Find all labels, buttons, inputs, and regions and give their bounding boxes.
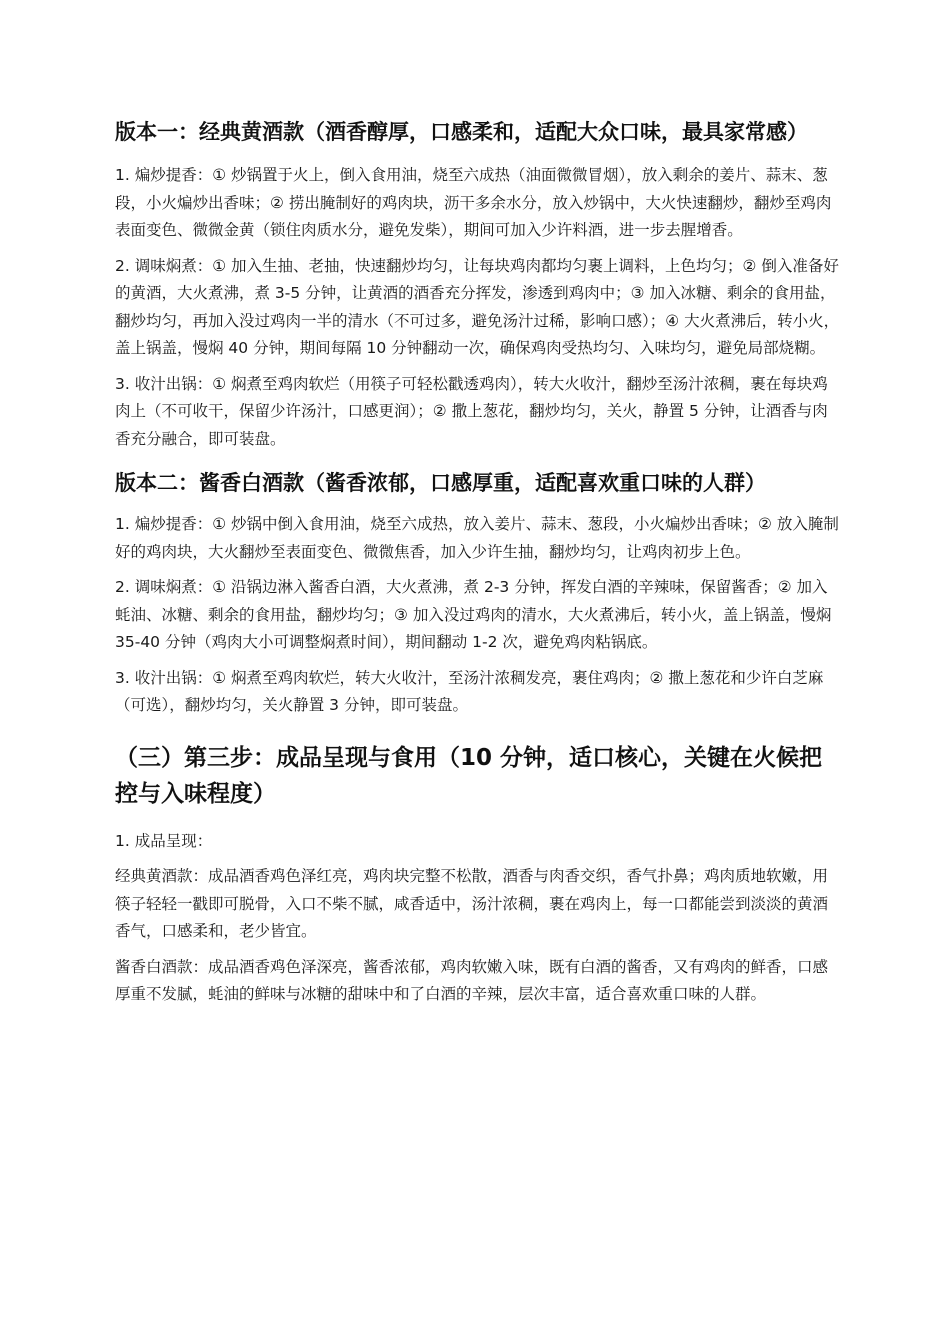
version-one-heading: 版本一：经典黄酒款（酒香醇厚，口感柔和，适配大众口味，最具家常感） xyxy=(115,120,808,144)
version-two-step-2: 2. 调味焖煮：① 沿锅边淋入酱香白酒，大火煮沸，煮 2-3 分钟，挥发白酒的辛辣味，保留酱香；② 加入蚝油、冰糖、剩余的食用盐，翻炒均匀；③ 加入没过鸡肉的清水，大火煮沸后，转小火，盖上锅盖，慢焖 35-40 分钟（鸡肉大小可调整焖煮时间），期间翻动 1-2 次，避免鸡肉粘锅底。 xyxy=(115,578,832,651)
version-two-step-3: 3. 收汁出锅：① 焖煮至鸡肉软烂，转大火收汁，至汤汁浓稠发亮，裹住鸡肉；② 撒上葱花和少许白芝麻（可选），翻炒均匀，关火静置 3 分钟，即可装盘。 xyxy=(115,668,824,714)
version-two-step-1: 1. 煸炒提香：① 炒锅中倒入食用油，烧至六成热，放入姜片、蒜末、葱段，小火煸炒出香味；② 放入腌制好的鸡肉块，大火翻炒至表面变色、微微焦香，加入少许生抽，翻炒均匀，让鸡肉初步上色。 xyxy=(115,515,839,561)
section-three-paragraph-1: 经典黄酒款：成品酒香鸡色泽红亮，鸡肉块完整不松散，酒香与肉香交织，香气扑鼻；鸡肉质地软嫩，用筷子轻轻一戳即可脱骨，入口不柴不腻，咸香适中，汤汁浓稠，裹在鸡肉上，每一口都能尝到淡淡的黄酒香气，口感柔和，老少皆宜。 xyxy=(115,867,829,940)
section-three-intro: 1. 成品呈现： xyxy=(115,831,213,850)
version-one-step-2: 2. 调味焖煮：① 加入生抽、老抽，快速翻炒均匀，让每块鸡肉都均匀裹上调料，上色均匀；② 倒入准备好的黄酒，大火煮沸，煮 3-5 分钟，让黄酒的酒香充分挥发，渗透到鸡肉中；③ 加入冰糖、剩余的食用盐，翻炒均匀，再加入没过鸡肉一半的清水（不可过多，避免汤汁过稀，影响口感）；④ 大火煮沸后，转小火，盖上锅盖，慢焖 40 分钟，期间每隔 10 分钟翻动一次，确保鸡肉受热均匀、入味均匀，避免局部烧糊。 xyxy=(115,256,840,357)
document-page xyxy=(115,116,843,1009)
section-three-heading: （三）第三步：成品呈现与食用（10 分钟，适口核心，关键在火候把控与入味程度） xyxy=(115,744,823,807)
section-three-paragraph-2: 酱香白酒款：成品酒香鸡色泽深亮，酱香浓郁，鸡肉软嫩入味，既有白酒的酱香，又有鸡肉的鲜香，口感厚重不发腻，蚝油的鲜味与冰糖的甜味中和了白酒的辛辣，层次丰富，适合喜欢重口味的人群。 xyxy=(115,957,829,1003)
version-one-step-1: 1. 煸炒提香：① 炒锅置于火上，倒入食用油，烧至六成热（油面微微冒烟），放入剩余的姜片、蒜末、葱段，小火煸炒出香味；② 捞出腌制好的鸡肉块，沥干多余水分，放入炒锅中，大火快速翻炒，翻炒至鸡肉表面变色、微微金黄（锁住肉质水分，避免发柴），期间可加入少许料酒，进一步去腥增香。 xyxy=(115,166,832,239)
version-one-step-3: 3. 收汁出锅：① 焖煮至鸡肉软烂（用筷子可轻松戳透鸡肉），转大火收汁，翻炒至汤汁浓稠，裹在每块鸡肉上（不可收干，保留少许汤汁，口感更润）；② 撒上葱花，翻炒均匀，关火，静置 5 分钟，让酒香与肉香充分融合，即可装盘。 xyxy=(115,374,828,448)
version-two-heading: 版本二：酱香白酒款（酱香浓郁，口感厚重，适配喜欢重口味的人群） xyxy=(115,471,766,495)
